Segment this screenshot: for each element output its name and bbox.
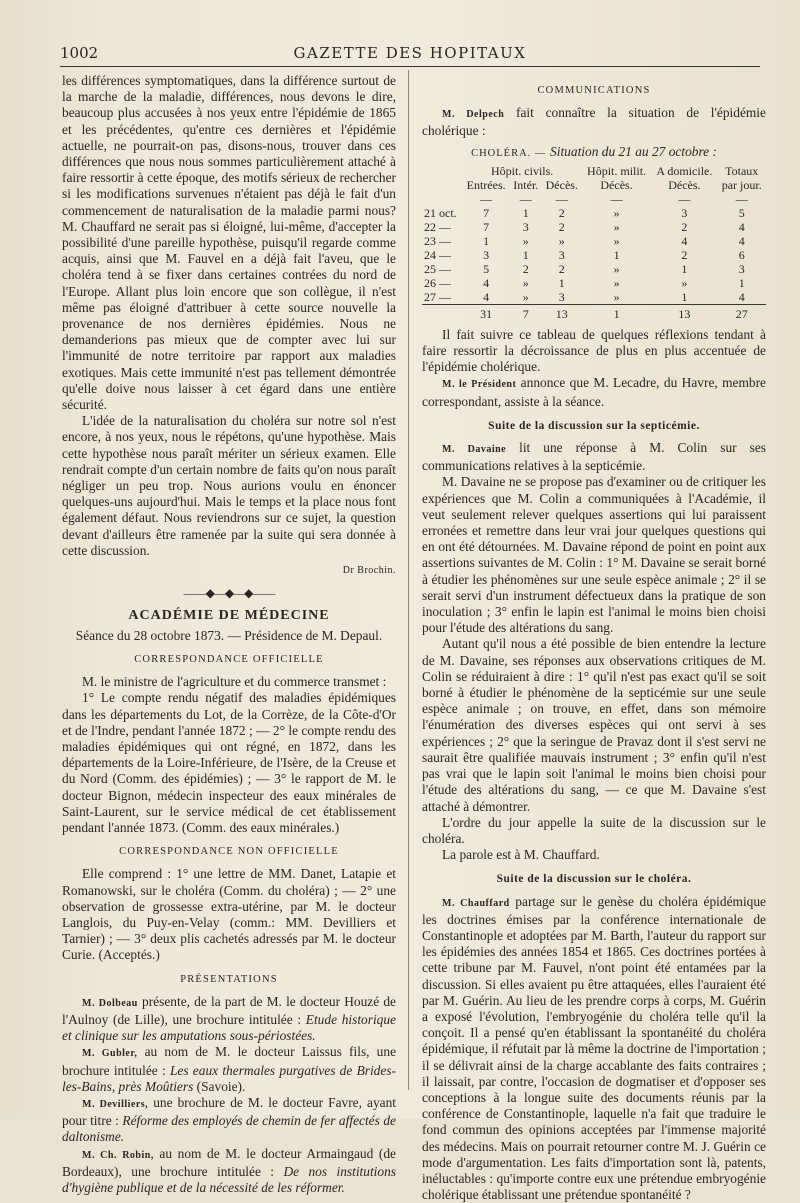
table-row — [422, 220, 766, 234]
table-cell: 2 — [558, 219, 565, 234]
table-cell: 2 — [681, 219, 688, 234]
table-cell: » — [613, 219, 620, 234]
paragraph: La parole est à M. Chauffard. — [442, 847, 600, 863]
table-cell: 22 — — [424, 219, 451, 234]
column-group: Totaux — [725, 163, 759, 178]
table-cell: 4 — [681, 233, 688, 248]
ornamental-separator: ——◆—◆—◆—— — [183, 586, 275, 601]
brochure-title: Les eaux thermales purgatives de Brides-les-Bains, près Moûtiers — [62, 1062, 396, 1094]
right-column — [422, 83, 766, 1203]
table-row — [422, 276, 766, 290]
paragraph — [422, 440, 766, 474]
paragraph — [422, 105, 766, 139]
paragraph-text: fait connaître la situation de l'épidémie cholérique : — [422, 105, 766, 139]
table-row — [422, 262, 766, 276]
paragraph: 1° Le compte rendu négatif des maladies épidémiques dans les départements du Lot, de la Corrèze, de la Côte-d'Or et de l'Indre, pendant l'année 1872 ; — 2° le compte rendu des maladies épidémiques qui ont régné, en 1872, dans les départements de la Loire-Inférieure, de l'Isère, de la Creuse et du Nord (Comm. des épidémies) ; — 3° le rapport de M. le docteur Bignon, médecin inspecteur des eaux minérales de Saint-Laurent, sur le service médical de cet établissement pendant l'année 1873. (Comm. des eaux minérales.) — [62, 690, 396, 835]
discussion-heading: Suite de la discussion sur le choléra. — [496, 873, 692, 886]
session-line: Séance du 28 octobre 1873. — Présidence de M. Depaul. — [75, 627, 383, 643]
table-cell: 3 — [558, 247, 565, 262]
presentation-text: une brochure de M. le docteur Favre, ayant pour titre : — [62, 1094, 397, 1129]
presentation-text: au nom de M. le docteur Armaingaud (de Bordeaux), une brochure intitulée : — [62, 1145, 396, 1179]
table-cell: 2 — [681, 247, 688, 262]
table-row — [422, 248, 766, 262]
presentation-item — [62, 1146, 396, 1197]
table-cell: 2 — [558, 205, 565, 220]
table-cell: 5 — [483, 261, 490, 276]
caption-label: CHOLÉRA. — — [471, 147, 551, 159]
table-row — [422, 290, 766, 305]
table-cell: 26 — — [424, 275, 451, 290]
table-cell: 7 — [510, 304, 542, 321]
speaker-name: M. Ch. Robin, — [82, 1149, 154, 1161]
column-header: Intér. — [513, 177, 539, 192]
brochure-title: De nos institutions d'hygiène publique et de la nécessité de les réformer. — [62, 1163, 396, 1195]
table-cell: » — [558, 233, 565, 248]
column-header: par jour. — [721, 177, 762, 192]
table-cell: 4 — [483, 289, 490, 304]
author-signature: Dr Brochin. — [342, 565, 396, 577]
column-group: A domicile. — [656, 163, 713, 178]
column-header: Décès. — [545, 177, 578, 192]
table-cell: » — [522, 289, 529, 304]
table-cell: 5 — [738, 205, 745, 220]
table-cell: 25 — — [424, 261, 451, 276]
table-cell: 3 — [522, 219, 529, 234]
table-cell: 1 — [738, 275, 745, 290]
table-cell: 3 — [738, 261, 745, 276]
brochure-title: Réforme des employés de chemin de fer affectés de daltonisme. — [62, 1113, 396, 1145]
presentation-item — [62, 1095, 396, 1146]
paragraph: Il fait suivre ce tableau de quelques réflexions tendant à faire ressortir la décroissance de plus en plus accentuée de l'épidémie cholérique. — [422, 326, 766, 375]
table-cell — [422, 304, 462, 321]
speaker-name: M. le Président — [442, 379, 517, 391]
header-rule — [60, 66, 760, 67]
table-cell: » — [613, 205, 620, 220]
table-cell: 13 — [651, 304, 717, 321]
table-cell: » — [613, 233, 620, 248]
speaker-name: M. Delpech — [442, 109, 505, 121]
column-header: Décès. — [668, 177, 701, 192]
table-rule-row: — — — — — — — [480, 191, 748, 206]
speaker-name: M. Chauffard — [442, 897, 510, 909]
subsection-heading: PRÉSENTATIONS — [180, 973, 278, 985]
table-cell: 4 — [483, 275, 490, 290]
table-cell: » — [613, 275, 620, 290]
paragraph: Elle comprend : 1° une lettre de MM. Danet, Latapie et Romanowski, sur le choléra (Comm. du choléra) ; — 2° une observation de grossesse extra-utérine, par M. le docteur Langlois, du Puy-en-Velay (comm.: MM. Devilliers et Tarnier) ; — 3° deux plis cachetés adressés par M. le docteur Curie. (Acceptés.) — [62, 866, 396, 963]
column-header: Entrées. — [466, 177, 506, 192]
table-group-header — [422, 164, 766, 178]
paragraph: L'ordre du jour appelle la suite de la discussion sur le choléra. — [422, 814, 766, 846]
table-caption — [422, 144, 766, 162]
speaker-name: M. Gubler, — [82, 1048, 138, 1060]
table-cell: 1 — [681, 289, 688, 304]
paragraph — [422, 894, 766, 1203]
table-cell: » — [613, 289, 620, 304]
table-cell: » — [522, 275, 529, 290]
subsection-heading: CORRESPONDANCE OFFICIELLE — [134, 653, 324, 665]
column-divider — [408, 70, 409, 1090]
running-header — [60, 44, 760, 64]
table-cell: 31 — [462, 304, 509, 321]
table-cell: 4 — [738, 219, 745, 234]
speaker-name: M. Davaine — [442, 444, 507, 456]
presentation-text: (Savoie). — [193, 1078, 246, 1094]
page-number: 1002 — [60, 44, 99, 62]
column-header: Décès. — [600, 177, 633, 192]
presentation-text: présente, de la part de M. le docteur Houzé de l'Aulnoy (de Lille), une brochure intitulée : — [62, 993, 397, 1027]
table-cell: 1 — [522, 205, 529, 220]
column-group: Hôpit. civils. — [490, 163, 554, 178]
journal-title: GAZETTE DES HOPITAUX — [293, 44, 527, 62]
table-cell: 27 — [717, 304, 766, 321]
paragraph-text: lit une réponse à M. Colin sur ses communications relatives à la septicémie. — [422, 440, 766, 474]
brochure-title: Etude historique et clinique sur les amputations sous-périostées. — [62, 1011, 397, 1044]
presentation-item — [62, 1044, 396, 1095]
table-cell: 2 — [522, 261, 529, 276]
paragraph: L'idée de la naturalisation du choléra sur notre sol n'est encore, à nos yeux, nous le répétons, qu'une hypothèse. Mais cette hypothèse nous paraît mériter un sérieux examen. Elle rendrait compte d'un certain nombre de faits qu'on nous paraît négliger un peu trop. Nous aurions voulu en énoncer quelques-uns aujourd'hui. Mais le temps et la place nous font également défaut. Nous reviendrons sur ce sujet, la question devant d'ailleurs être ramenée par la suite qui sera donnée à cette discussion. — [62, 413, 396, 558]
table-cell: 7 — [483, 205, 490, 220]
paragraph: M. le ministre de l'agriculture et du commerce transmet : — [82, 674, 387, 690]
table-cell: 1 — [681, 261, 688, 276]
subsection-heading: CORRESPONDANCE NON OFFICIELLE — [119, 846, 339, 858]
left-column — [62, 73, 396, 1196]
table-cell: 6 — [738, 247, 745, 262]
table-cell: 24 — — [424, 247, 451, 262]
table-cell: 2 — [558, 261, 565, 276]
table-cell: 21 oct. — [424, 205, 457, 220]
table-cell: 3 — [483, 247, 490, 262]
table-total-row — [422, 304, 766, 321]
table-cell: 27 — — [424, 289, 451, 304]
paragraph: Autant qu'il nous a été possible de bien entendre la lecture de M. Davaine, ses réponses aux observations critiques de M. Colin se réduiraient à dire : 1° qu'il n'est pas exact qu'il se soit borné à étudier le phénomène de la septicémie sur une seule espèce animale ; on trouve, en effet, dans son mémoire l'énumération des diverses espèces qui ont servi à ses expériences ; 2° que la seringue de Pravaz dont il s'est servi ne saurait être qualifiée mauvais instrument ; 3° enfin qu'il n'est pas vrai que le lapin soit l'animal le moins bien choisi pour l'étude des altérations du sang, — ce que M. Davaine s'est attaché à démontrer. — [422, 636, 766, 814]
subsection-heading: COMMUNICATIONS — [537, 85, 651, 96]
table-cell: 23 — — [424, 233, 451, 248]
table-cell: 1 — [582, 304, 651, 321]
discussion-heading: Suite de la discussion sur la septicémie. — [488, 419, 700, 432]
table-cell: 1 — [522, 247, 529, 262]
table-row — [422, 234, 766, 248]
column-group: Hôpit. milit. — [587, 163, 647, 178]
cholera-statistics-table — [422, 164, 766, 321]
paragraph: les différences symptomatiques, dans la différence surtout de la marche de la maladie, différences, nous devons le dire, beaucoup plus accusées à nos yeux entre l'épidémie de 1865 et les précédentes, qu'entre ces dernières et l'épidémie actuelle, ne pourrait-on pas, disons-nous, trouver dans ces différences que nous nous sommes particulièrement attaché à faire ressortir à cette époque, des motifs sérieux de rechercher si les modifications survenues n'étaient pas déjà le fait d'un commencement de naturalisation de la maladie parmi nous? M. Chauffard ne serait pas si éloigné, lui-même, d'accepter la possibilité d'une pareille hypothèse, puisqu'il regarde comme acquis, ainsi que M. Fauvel en a déjà fait l'aveu, que le choléra tend à se fixer dans certaines contrées du nord de l'Europe. Allant plus loin encore que son collègue, il n'est même pas éloigné d'attribuer à cette source nouvelle la provenance de nos dernières épidémies. Nous ne demanderions pas mieux que de compter avec lui sur l'immunité de notre territoire par rapport aux maladies exotiques. Mais cette immunité n'est pas tellement démontrée qu'elle doive nous laisser à cet égard dans une entière sécurité. — [62, 73, 396, 413]
table-column-header — [422, 178, 766, 192]
presentation-item — [62, 994, 396, 1045]
speaker-name: M. Devilliers, — [82, 1098, 149, 1110]
table-cell: 1 — [558, 275, 565, 290]
paragraph-text: annonce que M. Lecadre, du Havre, membre correspondant, assiste à la séance. — [422, 375, 766, 409]
caption-text: Situation du 21 au 27 octobre : — [550, 143, 717, 159]
table-cell: 1 — [613, 247, 620, 262]
table-cell: 4 — [738, 233, 745, 248]
table-cell: 3 — [558, 289, 565, 304]
presentation-text: au nom de M. le docteur Laissus fils, une brochure intitulée : — [62, 1044, 397, 1078]
table-cell: » — [681, 275, 688, 290]
table-cell: 1 — [483, 233, 490, 248]
table-row — [422, 206, 766, 220]
table-cell: 13 — [542, 304, 582, 321]
paragraph-text: partage sur le genèse du choléra épidémique les doctrines émises par la conférence internationale de Constantinople et adoptées par M. Barth, l'auteur du rapport sur les épidémies des années 1854 et 1865. Ces doctrines portées à cette tribune par M. Fauvel, n'ont point été entamées par la discussion. Si elles avaient pu être attaquées, elles l'auraient été par M. Guérin. Au lieu de les prendre corps à corps, M. Guérin a exposé l'évolution, l'embryogénie du choléra telle qu'il la conçoit. Il a pensé qu'en établissant la spontanéité du choléra épidémique, il réfutait par là même la doctrine de l'importation ; il se délivrait ainsi de la charge accablante des faits contraires ; il laissait, par contre, l'occasion de dogmatiser et d'opposer ses conceptions à la longue suite des documents réunis par la conférence de Constantinople, laquelle n'a fait que traduire le fond commun des opinions acceptées par l'immense majorité des médecins. Mais on pourrait retourner contre M. J. Guérin ce mode d'argumentation. Les faits d'importation sont là, patents, inéluctables : qu'importe contre eux une prétendue embryogénie cholérique établissant une prétendue spontanéité ? — [422, 893, 766, 1203]
table-cell: 4 — [738, 289, 745, 304]
table-cell: 3 — [681, 205, 688, 220]
table-cell: 7 — [483, 219, 490, 234]
paragraph — [422, 375, 766, 409]
speaker-name: M. Dolbeau — [82, 997, 138, 1009]
paragraph: M. Davaine ne se propose pas d'examiner ou de critiquer les expériences que M. Colin a communiquées à l'Académie, il veut seulement relever quelques assertions qui lui paraissent erronées et remettre dans leur vrai jour quelques questions qui en ont été détournées. M. Davaine répond de point en point aux assertions suivantes de M. Colin : 1° M. Davaine se serait borné à étudier les phénomènes sur une seule espèce animale ; 2° il se serait servi d'un instrument défectueux dans la pratique de son inoculation ; 3° enfin le lapin est l'animal le moins bien choisi pour l'étude des altérations du sang. — [422, 474, 766, 636]
section-title: ACADÉMIE DE MÉDECINE — [128, 607, 330, 623]
table-cell: » — [522, 233, 529, 248]
table-cell: » — [613, 261, 620, 276]
